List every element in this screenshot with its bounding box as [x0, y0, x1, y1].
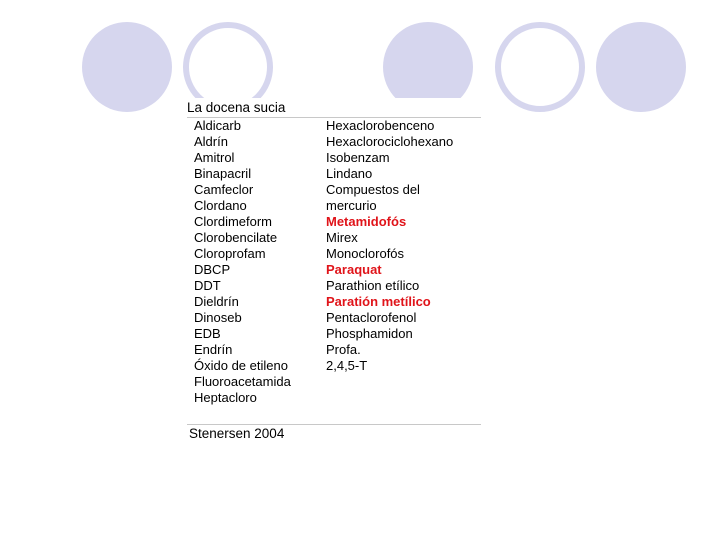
- left-column-list: [194, 118, 291, 406]
- highlighted-list-item: Metamidofós: [326, 214, 407, 229]
- list-item: Binapacril: [194, 166, 252, 181]
- list-item: Hexaclorobenceno: [326, 118, 435, 133]
- list-item: Monoclorofós: [326, 246, 405, 261]
- list-item: Fluoroacetamida: [194, 374, 291, 389]
- right-column-list: [326, 118, 453, 374]
- filled-circle-decoration: [596, 22, 686, 112]
- list-item: Dieldrín: [194, 294, 239, 309]
- list-item: Endrín: [194, 342, 233, 357]
- list-item: Clordimeform: [194, 214, 273, 229]
- list-item: Phosphamidon: [326, 326, 413, 341]
- list-item: Amitrol: [194, 150, 235, 165]
- list-item: Aldicarb: [194, 118, 241, 133]
- list-item: EDB: [194, 326, 221, 341]
- list-item: Profa.: [326, 342, 361, 357]
- list-item: Óxido de etileno: [194, 358, 288, 373]
- list-title: La docena sucia: [187, 100, 286, 115]
- list-item: Isobenzam: [326, 150, 390, 165]
- list-item: Parathion etílico: [326, 278, 420, 293]
- source-citation: Stenersen 2004: [189, 426, 285, 441]
- list-item: Clordano: [194, 198, 247, 213]
- list-item: DBCP: [194, 262, 231, 277]
- list-item: DDT: [194, 278, 221, 293]
- list-item: Clorobencilate: [194, 230, 278, 245]
- list-item: Lindano: [326, 166, 373, 181]
- list-item: Hexaclorociclohexano: [326, 134, 454, 149]
- list-item: mercurio: [326, 198, 377, 213]
- highlighted-list-item: Paratión metílico: [326, 294, 431, 309]
- list-item: Dinoseb: [194, 310, 242, 325]
- list-item: 2,4,5-T: [326, 358, 368, 373]
- highlighted-list-item: Paraquat: [326, 262, 382, 277]
- list-item: Heptacloro: [194, 390, 257, 405]
- list-item: Aldrín: [194, 134, 228, 149]
- ring-circle-decoration: [495, 22, 585, 112]
- list-item: Mirex: [326, 230, 358, 245]
- list-item: Camfeclor: [194, 182, 254, 197]
- list-item: Pentaclorofenol: [326, 310, 417, 325]
- list-item: Cloroprofam: [194, 246, 266, 261]
- pesticide-list-figure: [183, 98, 481, 443]
- filled-circle-decoration: [82, 22, 172, 112]
- list-item: Compuestos del: [326, 182, 420, 197]
- bottom-divider: [187, 424, 481, 425]
